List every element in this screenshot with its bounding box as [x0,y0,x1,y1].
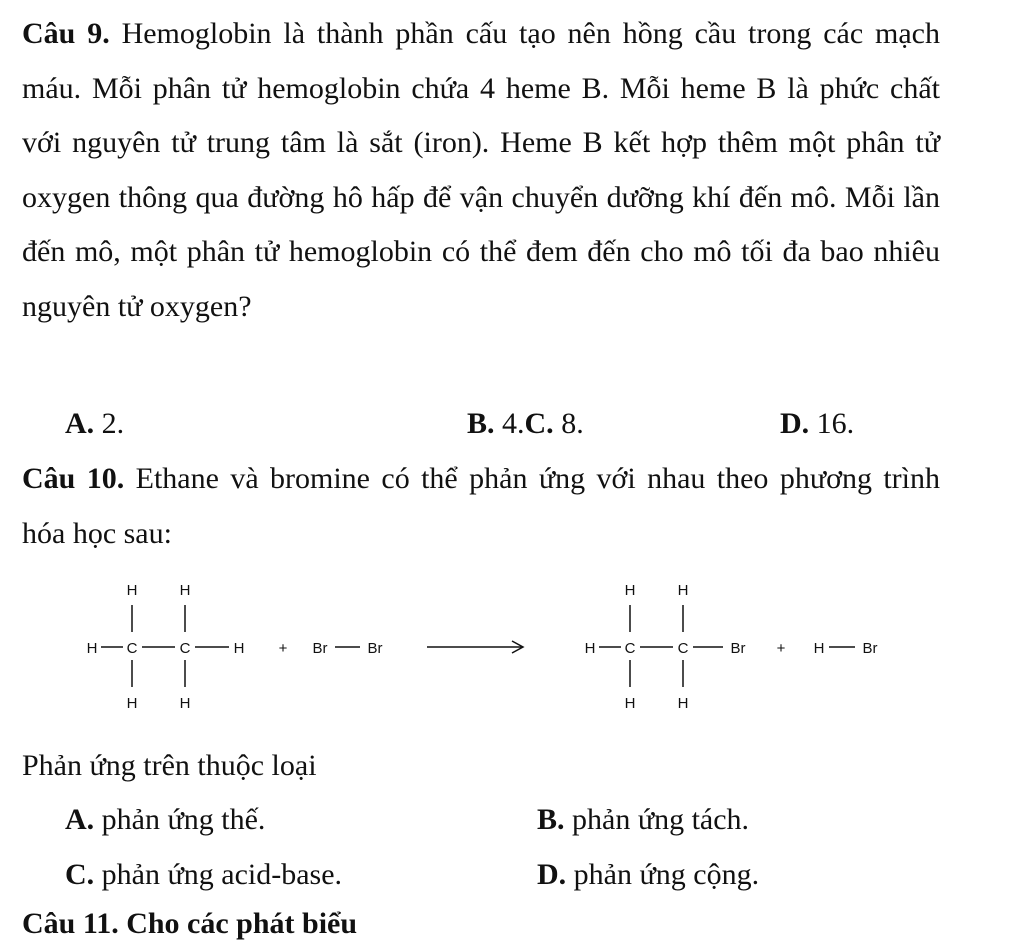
q10-option-d: D. phản ứng cộng. [537,858,760,891]
svg-text:H: H [126,695,138,712]
question-9-number: Câu 9. [22,17,110,50]
hydrogen-bromide-molecule [814,640,878,657]
svg-text:C: C [179,640,191,657]
q9-option-d: D. 16. [780,407,855,440]
svg-text:C: C [624,640,636,657]
svg-text:H: H [126,582,138,599]
next-question-partial: Câu 11. Cho các phát biểu [22,907,358,940]
svg-text:H: H [677,582,689,599]
q10-option-a: A. phản ứng thế. [65,803,266,836]
question-10-text: Ethane và bromine có thể phản ứng với nhau theo phương trình hóa học sau: [22,462,940,550]
svg-text:+: + [776,640,786,657]
q10-option-c: C. phản ứng acid-base. [65,858,343,891]
svg-text:Br: Br [312,640,328,657]
question-9 [22,7,940,334]
q9-option-a: A. 2. [65,407,125,440]
svg-text:H: H [677,695,689,712]
ethane-structure [87,582,245,712]
reaction-arrow [427,641,523,653]
svg-text:Br: Br [730,640,746,657]
svg-text:C: C [126,640,138,657]
reaction-equation [0,560,1035,720]
svg-text:H: H [584,640,596,657]
svg-text:H: H [233,640,245,657]
svg-text:H: H [624,582,636,599]
bromoethane-structure [585,582,746,712]
question-10-number: Câu 10. [22,462,125,495]
svg-text:H: H [813,640,825,657]
svg-text:H: H [624,695,636,712]
svg-text:Br: Br [367,640,383,657]
q10-option-b: B. phản ứng tách. [537,803,750,836]
svg-text:+: + [278,640,288,657]
question-9-text: Hemoglobin là thành phần cấu tạo nên hồng cầu trong các mạch máu. Mỗi phân tử hemoglobin chứa 4 heme B. Mỗi heme B là phức chất với nguyên tử trung tâm là sắt (iron). Heme B kết hợp thêm một phân tử oxygen thông qua đường hô hấp để vận chuyển dưỡng khí đến mô. Mỗi lần đến mô, một phân tử hemoglobin có thể đem đến cho mô tối đa bao nhiêu nguyên tử oxygen? [22,17,940,323]
svg-text:H: H [86,640,98,657]
question-10 [22,452,940,561]
q9-option-b-c: B. 4.C. 8. [467,407,584,440]
svg-text:Br: Br [862,640,878,657]
bromine-molecule [313,640,383,657]
svg-text:H: H [179,582,191,599]
q10-question: Phản ứng trên thuộc loại [22,749,317,782]
svg-text:H: H [179,695,191,712]
svg-text:C: C [677,640,689,657]
